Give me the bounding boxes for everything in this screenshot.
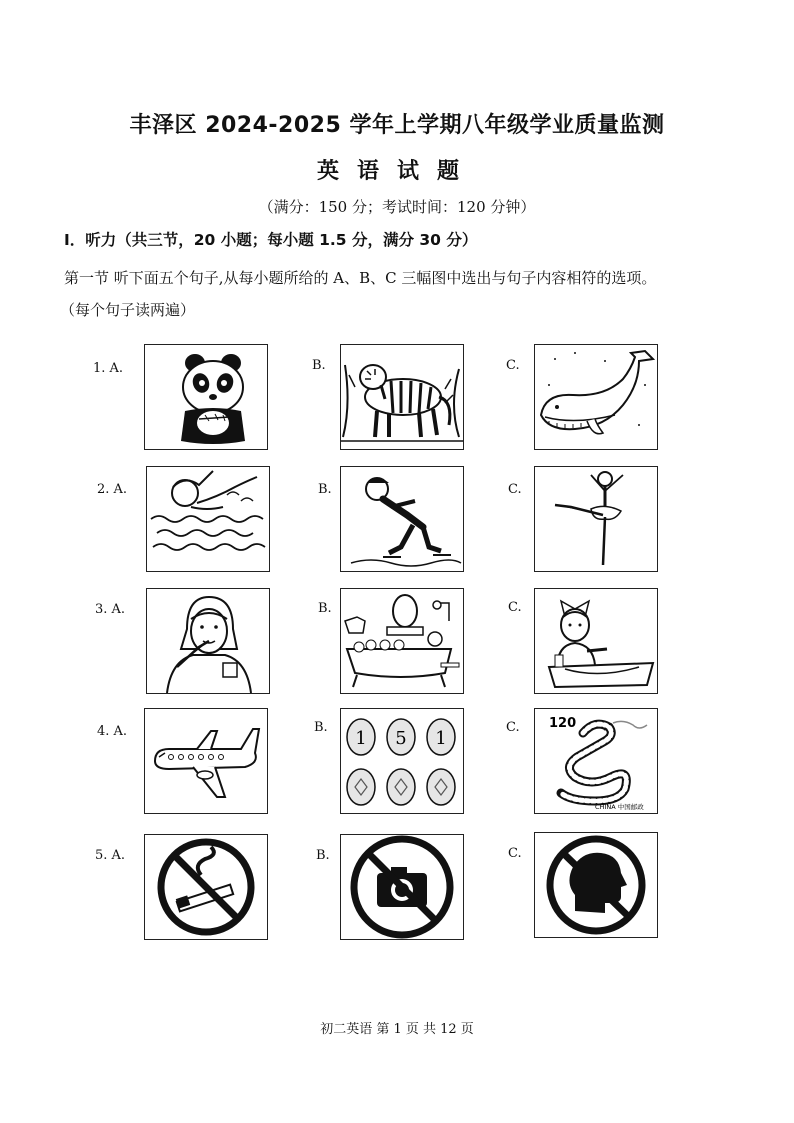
- instruction-line-1: 第一节 听下面五个句子,从每小题所给的 A、B、C 三幅图中选出与句子内容相符的选项。: [64, 269, 657, 287]
- question-2-option-c-label: C.: [508, 482, 522, 497]
- question-3-option-a[interactable]: [146, 588, 270, 694]
- question-5-label: 5. A.: [95, 848, 126, 863]
- question-3-label: 3. A.: [95, 602, 126, 617]
- washing-hands-icon: [535, 589, 657, 693]
- coins-icon: [341, 709, 463, 813]
- question-2-label: 2. A.: [97, 482, 128, 497]
- snake-stamp-icon: [535, 709, 657, 813]
- question-2-option-b-label: B.: [318, 482, 332, 497]
- no-smoking-icon: [145, 835, 267, 939]
- question-4-option-c[interactable]: [534, 708, 658, 814]
- question-1-option-b[interactable]: [340, 344, 464, 450]
- question-3-option-c-label: C.: [508, 600, 522, 615]
- no-photography-icon: [341, 835, 463, 939]
- question-3-option-b-label: B.: [318, 601, 332, 616]
- question-2-option-a[interactable]: [146, 466, 270, 572]
- subject-title: 英语试题: [316, 159, 477, 184]
- stamp-value: 120: [549, 716, 577, 731]
- coin-value-2: 5: [395, 728, 407, 749]
- question-4-option-c-label: C.: [506, 720, 520, 735]
- airplane-icon: [145, 709, 267, 813]
- score-info: （满分：150 分；考试时间：120 分钟）: [258, 198, 536, 216]
- instruction-line-2: （每个句子读两遍）: [60, 301, 196, 319]
- question-5-option-c-label: C.: [508, 846, 522, 861]
- tiger-icon: [341, 345, 463, 449]
- question-5-option-c[interactable]: [534, 832, 658, 938]
- question-1-option-c-label: C.: [506, 358, 520, 373]
- skating-icon: [341, 467, 463, 571]
- question-1-option-a[interactable]: [144, 344, 268, 450]
- question-5-option-b[interactable]: [340, 834, 464, 940]
- question-3-option-c[interactable]: [534, 588, 658, 694]
- question-1-option-b-label: B.: [312, 358, 326, 373]
- page-title: 丰泽区 2024-2025 学年上学期八年级学业质量监测: [129, 113, 665, 138]
- question-3-option-b[interactable]: [340, 588, 464, 694]
- stamp-text: CHINA 中国邮政: [595, 803, 644, 811]
- question-4-option-b[interactable]: [340, 708, 464, 814]
- question-1-option-c[interactable]: [534, 344, 658, 450]
- question-2-option-c[interactable]: [534, 466, 658, 572]
- bathtub-icon: [341, 589, 463, 693]
- swimming-icon: [147, 467, 269, 571]
- brushing-teeth-icon: [147, 589, 269, 693]
- question-5-option-b-label: B.: [316, 848, 330, 863]
- coin-value-1: 1: [355, 728, 367, 749]
- question-1-label: 1. A.: [93, 361, 124, 376]
- instruction: [60, 262, 764, 326]
- question-2-option-b[interactable]: [340, 466, 464, 572]
- section-heading: I．听力（共三节，20 小题；每小题 1.5 分，满分 30 分）: [64, 231, 478, 249]
- question-4-option-b-label: B.: [314, 720, 328, 735]
- coin-value-3: 1: [435, 728, 447, 749]
- panda-icon: [145, 345, 267, 449]
- question-4-option-a[interactable]: [144, 708, 268, 814]
- question-4-label: 4. A.: [97, 724, 128, 739]
- no-talking-icon: [535, 833, 657, 937]
- whale-icon: [535, 345, 657, 449]
- page-footer: 初二英语 第 1 页 共 12 页: [320, 1022, 474, 1037]
- ballet-icon: [535, 467, 657, 571]
- question-5-option-a[interactable]: [144, 834, 268, 940]
